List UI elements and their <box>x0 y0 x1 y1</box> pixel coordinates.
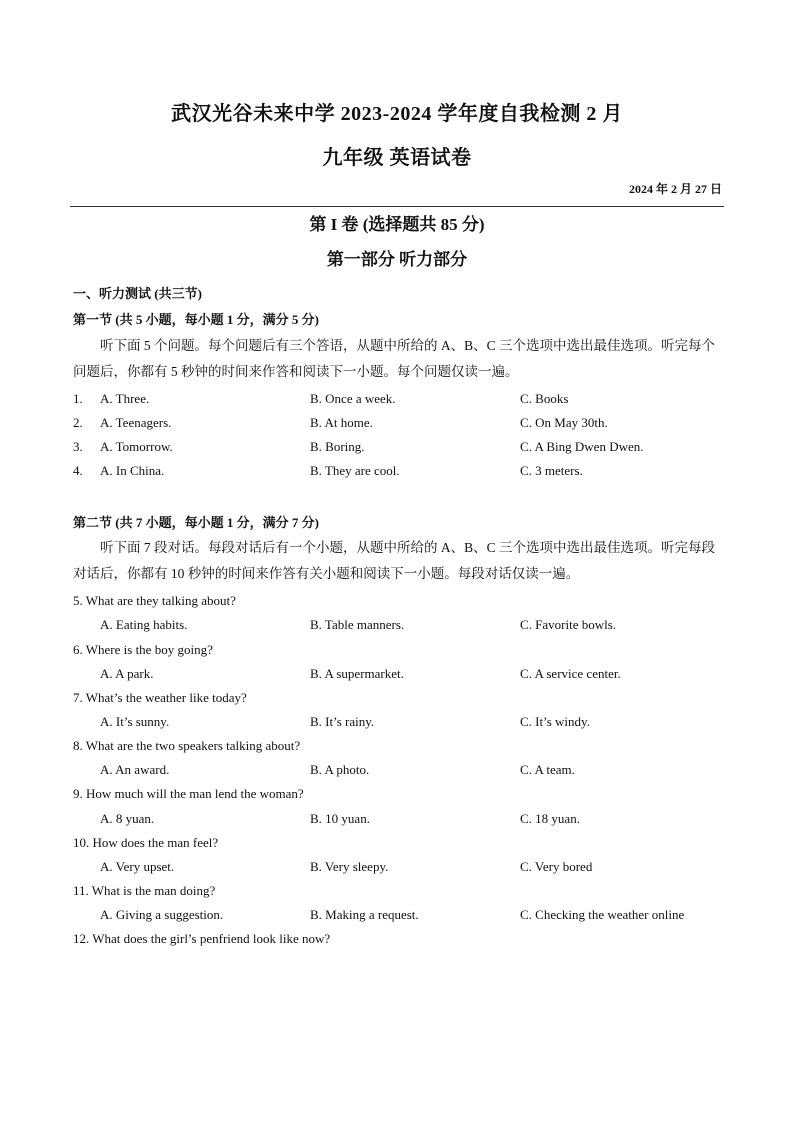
question-number: 3. <box>73 439 83 454</box>
option-c: C. It’s windy. <box>520 714 590 729</box>
question-text: 12. What does the girl’s penfriend look like now? <box>73 931 331 946</box>
question-number: 1. <box>73 391 83 406</box>
option-c: C. 3 meters. <box>520 463 583 478</box>
option-b: B. They are cool. <box>310 463 400 478</box>
option-b: B. It’s rainy. <box>310 714 375 729</box>
option-a: A. Three. <box>100 391 150 406</box>
question-text: 9. How much will the man lend the woman? <box>73 786 304 801</box>
exam-title: 武汉光谷未来中学 2023-2024 学年度自我检测 2 月 <box>171 103 623 125</box>
question-text: 6. Where is the boy going? <box>73 642 213 657</box>
option-b: B. Table manners. <box>310 617 405 632</box>
option-a: A. It’s sunny. <box>100 714 170 729</box>
question-number: 4. <box>73 463 83 478</box>
option-c: C. Favorite bowls. <box>520 617 617 632</box>
option-b: B. Making a request. <box>310 907 419 922</box>
option-b: B. Once a week. <box>310 391 396 406</box>
option-c: C. A team. <box>520 762 575 777</box>
option-c: C. Very bored <box>520 859 593 874</box>
section1-heading: 第一节 (共 5 小题，每小题 1 分，满分 5 分) <box>73 312 319 327</box>
question-row <box>73 463 724 483</box>
option-a: A. Teenagers. <box>100 415 172 430</box>
volume-title: 第 I 卷 (选择题共 85 分) <box>309 215 485 234</box>
option-c: C. A Bing Dwen Dwen. <box>520 439 644 454</box>
question-row <box>73 391 724 411</box>
option-b: B. Boring. <box>310 439 365 454</box>
part-title: 第一部分 听力部分 <box>326 250 468 269</box>
option-c: C. A service center. <box>520 666 621 681</box>
question-text: 5. What are they talking about? <box>73 593 236 608</box>
option-a: A. Tomorrow. <box>100 439 173 454</box>
section2-instructions: 听下面 7 段对话。每段对话后有一个小题，从题中所给的 A、B、C 三个选项中选出最佳选项。听完每段对话后，你都有 10 秒钟的时间来作答有关小题和阅读下一小题。每段对话仅读一遍。 <box>73 540 716 581</box>
option-a: A. Very upset. <box>100 859 175 874</box>
option-a: A. Eating habits. <box>100 617 188 632</box>
exam-subtitle: 九年级 英语试卷 <box>322 147 472 169</box>
question-text: 11. What is the man doing? <box>73 883 216 898</box>
option-b: B. A photo. <box>310 762 370 777</box>
options-row <box>73 859 724 879</box>
section2-heading: 第二节 (共 7 小题，每小题 1 分，满分 7 分) <box>73 515 319 530</box>
option-c: C. Books <box>520 391 569 406</box>
option-b: B. At home. <box>310 415 373 430</box>
option-a: A. In China. <box>100 463 165 478</box>
options-row <box>73 907 724 927</box>
question-text: 7. What’s the weather like today? <box>73 690 247 705</box>
question-text: 8. What are the two speakers talking about? <box>73 738 301 753</box>
option-a: A. An award. <box>100 762 170 777</box>
option-c: C. 18 yuan. <box>520 811 580 826</box>
option-b: B. Very sleepy. <box>310 859 389 874</box>
question-number: 2. <box>73 415 83 430</box>
header-divider <box>70 206 724 207</box>
question-row <box>73 439 724 459</box>
question-row <box>73 415 724 435</box>
options-row <box>73 811 724 831</box>
question-text: 10. How does the man feel? <box>73 835 219 850</box>
options-row <box>73 617 724 637</box>
option-a: A. 8 yuan. <box>100 811 155 826</box>
options-row <box>73 714 724 734</box>
option-a: A. Giving a suggestion. <box>100 907 224 922</box>
option-a: A. A park. <box>100 666 154 681</box>
option-c: C. On May 30th. <box>520 415 608 430</box>
section1-instructions: 听下面 5 个问题。每个问题后有三个答语，从题中所给的 A、B、C 三个选项中选出最佳选项。听完每个问题后，你都有 5 秒钟的时间来作答和阅读下一小题。每个问题仅读一遍。 <box>73 338 716 379</box>
option-b: B. 10 yuan. <box>310 811 370 826</box>
exam-date: 2024 年 2 月 27 日 <box>628 182 722 196</box>
options-row <box>73 666 724 686</box>
option-b: B. A supermarket. <box>310 666 404 681</box>
section-heading: 一、听力测试 (共三节) <box>73 286 202 301</box>
option-c: C. Checking the weather online <box>520 907 685 922</box>
options-row <box>73 762 724 782</box>
